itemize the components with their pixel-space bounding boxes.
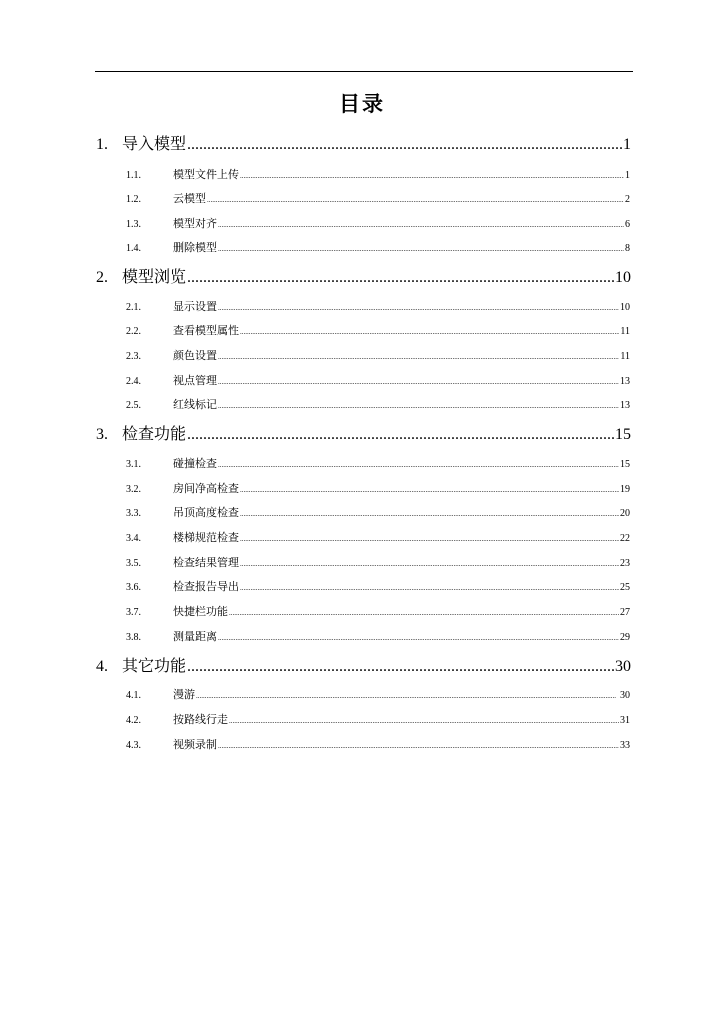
page-number: 11 <box>620 351 630 362</box>
toc-item-2-1[interactable] <box>126 298 630 314</box>
page-number: 30 <box>615 658 631 675</box>
page-number: 33 <box>620 740 630 751</box>
page-number: 19 <box>620 484 630 495</box>
toc-item-4-1[interactable] <box>126 686 630 702</box>
item-title: 房间净高检查 <box>173 482 239 495</box>
dot-leader <box>187 658 614 676</box>
page-number: 15 <box>615 426 631 443</box>
page-number: 1 <box>623 136 631 153</box>
item-title: 快捷栏功能 <box>173 605 228 618</box>
toc-item-1-3[interactable] <box>126 215 630 231</box>
dot-leader <box>187 269 614 287</box>
page-number: 15 <box>620 459 630 470</box>
item-number: 3.8. <box>126 632 141 643</box>
item-title: 检查报告导出 <box>173 580 239 593</box>
page-number: 22 <box>620 533 630 544</box>
item-title: 视频录制 <box>173 738 217 751</box>
item-number: 2.4. <box>126 376 141 387</box>
item-title: 测量距离 <box>173 630 217 643</box>
item-title: 删除模型 <box>173 241 217 254</box>
item-number: 3.2. <box>126 484 141 495</box>
dot-leader <box>196 692 619 700</box>
toc-item-3-5[interactable] <box>126 554 630 570</box>
toc-item-3-3[interactable] <box>126 504 630 520</box>
item-number: 3.4. <box>126 533 141 544</box>
dot-leader <box>187 426 614 444</box>
page-number: 31 <box>620 715 630 726</box>
section-number: 2. <box>96 269 108 286</box>
section-title: 检查功能 <box>122 424 187 443</box>
item-title: 视点管理 <box>173 374 217 387</box>
section-title: 导入模型 <box>122 134 187 153</box>
section-title: 其它功能 <box>122 656 187 675</box>
item-number: 4.3. <box>126 740 141 751</box>
item-number: 2.5. <box>126 400 141 411</box>
item-title: 吊顶高度检查 <box>173 506 239 519</box>
toc-item-3-6[interactable] <box>126 578 630 594</box>
toc-section-3[interactable] <box>96 421 631 444</box>
page-number: 29 <box>620 632 630 643</box>
toc-item-2-4[interactable] <box>126 372 630 388</box>
item-number: 1.3. <box>126 219 141 230</box>
section-title: 模型浏览 <box>122 267 187 286</box>
page-number: 10 <box>620 302 630 313</box>
dot-leader <box>240 535 619 543</box>
toc-item-2-2[interactable] <box>126 322 630 338</box>
item-title: 显示设置 <box>173 300 217 313</box>
section-number: 4. <box>96 658 108 675</box>
item-number: 3.3. <box>126 508 141 519</box>
dot-leader <box>218 461 619 469</box>
dot-leader <box>229 717 619 725</box>
toc-title: 目录 <box>339 92 385 116</box>
page-number: 13 <box>620 376 630 387</box>
section-number: 3. <box>96 426 108 443</box>
dot-leader <box>218 742 619 750</box>
item-number: 2.1. <box>126 302 141 313</box>
toc-item-3-1[interactable] <box>126 455 630 471</box>
page-number: 11 <box>620 326 630 337</box>
item-title: 检查结果管理 <box>173 556 239 569</box>
toc-item-3-2[interactable] <box>126 480 630 496</box>
toc-item-3-8[interactable] <box>126 628 630 644</box>
page-number: 25 <box>620 582 630 593</box>
dot-leader <box>218 378 619 386</box>
toc-item-3-4[interactable] <box>126 529 630 545</box>
dot-leader <box>218 402 619 410</box>
item-number: 3.7. <box>126 607 141 618</box>
item-number: 4.1. <box>126 690 141 701</box>
item-title: 漫游 <box>173 688 195 701</box>
toc-section-2[interactable] <box>96 264 631 287</box>
item-title: 模型文件上传 <box>173 168 239 181</box>
page-number: 23 <box>620 558 630 569</box>
item-number: 1.1. <box>126 170 141 181</box>
page-number: 13 <box>620 400 630 411</box>
toc-item-2-3[interactable] <box>126 347 630 363</box>
item-title: 查看模型属性 <box>173 324 239 337</box>
toc-item-1-4[interactable] <box>126 239 630 255</box>
dot-leader <box>240 510 619 518</box>
item-title: 红线标记 <box>173 398 217 411</box>
dot-leader <box>240 328 619 336</box>
dot-leader <box>240 560 619 568</box>
dot-leader <box>207 196 624 204</box>
dot-leader <box>218 245 624 253</box>
item-title: 云模型 <box>173 192 206 205</box>
page-number: 30 <box>620 690 630 701</box>
item-title: 按路线行走 <box>173 713 228 726</box>
dot-leader <box>229 609 619 617</box>
toc-item-1-1[interactable] <box>126 166 630 182</box>
toc-section-4[interactable] <box>96 653 631 676</box>
item-number: 2.2. <box>126 326 141 337</box>
page-number: 10 <box>615 269 631 286</box>
dot-leader <box>218 353 619 361</box>
item-number: 3.5. <box>126 558 141 569</box>
item-number: 4.2. <box>126 715 141 726</box>
toc-item-4-3[interactable] <box>126 736 630 752</box>
section-number: 1. <box>96 136 108 153</box>
item-title: 模型对齐 <box>173 217 217 230</box>
page-number: 27 <box>620 607 630 618</box>
item-title: 碰撞检查 <box>173 457 217 470</box>
item-title: 楼梯规范检查 <box>173 531 239 544</box>
item-number: 2.3. <box>126 351 141 362</box>
page-number: 8 <box>625 243 630 254</box>
toc-item-1-2[interactable] <box>126 190 630 206</box>
item-number: 1.4. <box>126 243 141 254</box>
item-number: 3.1. <box>126 459 141 470</box>
item-number: 3.6. <box>126 582 141 593</box>
item-title: 颜色设置 <box>173 349 217 362</box>
toc-item-3-7[interactable] <box>126 603 630 619</box>
page-number: 2 <box>625 194 630 205</box>
toc-item-2-5[interactable] <box>126 396 630 412</box>
dot-leader <box>218 304 619 312</box>
dot-leader <box>240 584 619 592</box>
page-number: 1 <box>625 170 630 181</box>
toc-item-4-2[interactable] <box>126 711 630 727</box>
page-number: 6 <box>625 219 630 230</box>
item-number: 1.2. <box>126 194 141 205</box>
dot-leader <box>218 221 624 229</box>
dot-leader <box>240 486 619 494</box>
toc-section-1[interactable] <box>96 131 631 154</box>
page-number: 20 <box>620 508 630 519</box>
dot-leader <box>218 634 619 642</box>
dot-leader <box>187 136 622 154</box>
dot-leader <box>240 172 624 180</box>
